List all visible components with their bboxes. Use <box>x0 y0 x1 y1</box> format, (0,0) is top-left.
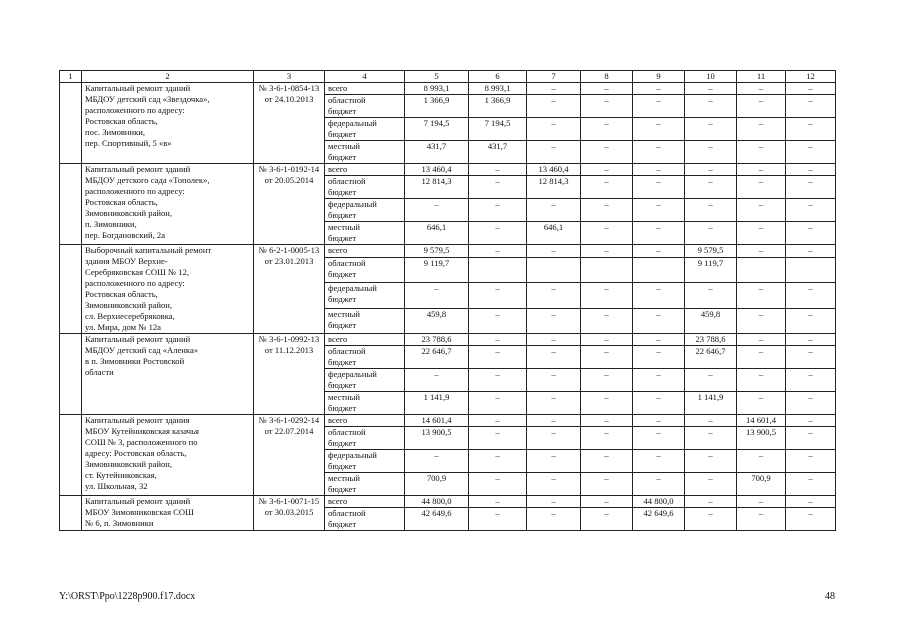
amount-cell: 22 646,7 <box>685 346 737 369</box>
object-name-cell: Капитальный ремонт зданий МБДОУ детский сад «Аленка» в п. Зимовники Ростовской области <box>82 334 254 415</box>
amount-cell: – <box>527 392 581 415</box>
amount-cell: – <box>633 392 685 415</box>
amount-cell: – <box>581 141 633 164</box>
amount-cell: – <box>685 508 737 531</box>
amount-cell: – <box>786 473 836 496</box>
amount-cell: – <box>581 473 633 496</box>
amount-cell: 12 814,3 <box>527 176 581 199</box>
amount-cell: – <box>527 83 581 95</box>
amount-cell: – <box>737 83 786 95</box>
amount-cell: – <box>737 176 786 199</box>
amount-cell: – <box>685 369 737 392</box>
amount-cell: – <box>581 283 633 308</box>
amount-cell: – <box>737 164 786 176</box>
amount-cell: – <box>633 308 685 333</box>
amount-cell: – <box>737 392 786 415</box>
amount-cell: – <box>786 83 836 95</box>
column-header-12: 12 <box>786 71 836 83</box>
amount-cell: – <box>786 245 836 258</box>
amount-cell: – <box>469 176 527 199</box>
amount-cell: 459,8 <box>405 308 469 333</box>
row-number-cell <box>60 496 82 531</box>
amount-cell: – <box>786 164 836 176</box>
amount-cell: – <box>737 245 786 258</box>
amount-cell: – <box>786 427 836 450</box>
funding-source-cell: всего <box>325 245 405 258</box>
amount-cell: – <box>633 245 685 258</box>
amount-cell: – <box>469 496 527 508</box>
funding-source-cell: областной бюджет <box>325 95 405 118</box>
amount-cell: – <box>633 164 685 176</box>
amount-cell: – <box>527 308 581 333</box>
amount-cell: – <box>581 508 633 531</box>
object-name-cell: Капитальный ремонт зданий МБДОУ детского сада «Тополек», расположенного по адресу: Ростовская область, Зимовниковский район, п. Зимовники, пер. Богдановский, 2а <box>82 164 254 245</box>
amount-cell: 14 601,4 <box>737 415 786 427</box>
amount-cell: – <box>786 415 836 427</box>
amount-cell: – <box>527 508 581 531</box>
amount-cell <box>633 258 685 283</box>
amount-cell: – <box>685 199 737 222</box>
amount-cell: – <box>685 83 737 95</box>
amount-cell: – <box>527 427 581 450</box>
amount-cell: – <box>469 392 527 415</box>
amount-cell: – <box>685 164 737 176</box>
expertise-document-cell: № 3-6-1-0854-13 от 24.10.2013 <box>254 83 325 164</box>
amount-cell: – <box>469 334 527 346</box>
column-header-11: 11 <box>737 71 786 83</box>
amount-cell: – <box>786 283 836 308</box>
amount-cell: 42 649,6 <box>633 508 685 531</box>
amount-cell: – <box>633 222 685 245</box>
amount-cell: – <box>469 283 527 308</box>
amount-cell: – <box>469 308 527 333</box>
amount-cell: – <box>527 141 581 164</box>
column-header-7: 7 <box>527 71 581 83</box>
amount-cell: – <box>786 176 836 199</box>
amount-cell: 1 366,9 <box>405 95 469 118</box>
amount-cell: – <box>633 450 685 473</box>
amount-cell: – <box>786 141 836 164</box>
column-header-1: 1 <box>60 71 82 83</box>
table-row <box>60 164 836 176</box>
amount-cell: 431,7 <box>469 141 527 164</box>
amount-cell: – <box>786 508 836 531</box>
column-header-4: 4 <box>325 71 405 83</box>
amount-cell: – <box>527 199 581 222</box>
amount-cell: – <box>786 496 836 508</box>
amount-cell: 13 460,4 <box>405 164 469 176</box>
table-row <box>60 245 836 258</box>
amount-cell: 23 788,6 <box>405 334 469 346</box>
amount-cell: 12 814,3 <box>405 176 469 199</box>
amount-cell: – <box>737 95 786 118</box>
amount-cell: 1 141,9 <box>685 392 737 415</box>
amount-cell: – <box>786 118 836 141</box>
column-header-8: 8 <box>581 71 633 83</box>
amount-cell: – <box>581 346 633 369</box>
amount-cell: – <box>581 245 633 258</box>
amount-cell: – <box>527 283 581 308</box>
amount-cell: – <box>469 245 527 258</box>
amount-cell: – <box>685 496 737 508</box>
amount-cell: – <box>786 346 836 369</box>
column-header-6: 6 <box>469 71 527 83</box>
amount-cell: – <box>786 95 836 118</box>
funding-source-cell: федеральный бюджет <box>325 369 405 392</box>
expertise-document-cell: № 3-6-1-0192-14 от 20.05.2014 <box>254 164 325 245</box>
funding-source-cell: областной бюджет <box>325 508 405 531</box>
amount-cell: 646,1 <box>405 222 469 245</box>
amount-cell: – <box>469 427 527 450</box>
amount-cell: – <box>685 427 737 450</box>
amount-cell <box>581 258 633 283</box>
amount-cell: – <box>685 95 737 118</box>
amount-cell: – <box>469 346 527 369</box>
amount-cell: 8 993,1 <box>405 83 469 95</box>
amount-cell: – <box>581 369 633 392</box>
amount-cell: – <box>633 334 685 346</box>
amount-cell: – <box>469 473 527 496</box>
amount-cell: – <box>527 346 581 369</box>
funding-source-cell: местный бюджет <box>325 473 405 496</box>
amount-cell: – <box>633 283 685 308</box>
object-name-cell: Капитальный ремонт здания МБОУ Кутейниковская казачья СОШ № 3, расположенного по адресу: Ростовская область, Зимовниковский район, ст. Кутейниковская, ул. Школьная, 32 <box>82 415 254 496</box>
row-number-cell <box>60 245 82 334</box>
amount-cell: 42 649,6 <box>405 508 469 531</box>
column-header-5: 5 <box>405 71 469 83</box>
amount-cell: – <box>685 222 737 245</box>
amount-cell: 9 119,7 <box>405 258 469 283</box>
table-row <box>60 334 836 346</box>
amount-cell: 13 900,5 <box>405 427 469 450</box>
amount-cell: – <box>737 118 786 141</box>
table-row <box>60 415 836 427</box>
budget-table <box>59 70 836 531</box>
funding-source-cell: всего <box>325 334 405 346</box>
footer-file-path: Y:\ORST\Ppo\1228p900.f17.docx <box>59 591 196 602</box>
amount-cell: – <box>633 473 685 496</box>
amount-cell: – <box>581 334 633 346</box>
amount-cell: – <box>581 118 633 141</box>
funding-source-cell: областной бюджет <box>325 427 405 450</box>
amount-cell: – <box>633 346 685 369</box>
object-name-cell: Капитальный ремонт зданий МБДОУ детский сад «Звездочка», расположенного по адресу: Ростовская область, пос. Зимовники, пер. Спортивный, 5 «в» <box>82 83 254 164</box>
amount-cell: 431,7 <box>405 141 469 164</box>
amount-cell: 646,1 <box>527 222 581 245</box>
amount-cell: 1 366,9 <box>469 95 527 118</box>
amount-cell: – <box>737 450 786 473</box>
amount-cell <box>527 258 581 283</box>
table-row <box>60 496 836 508</box>
amount-cell: – <box>633 176 685 199</box>
expertise-document-cell: № 6-2-1-0005-13 от 23.01.2013 <box>254 245 325 334</box>
amount-cell: – <box>685 450 737 473</box>
funding-source-cell: всего <box>325 415 405 427</box>
amount-cell: – <box>685 176 737 199</box>
amount-cell: – <box>633 95 685 118</box>
amount-cell: – <box>527 334 581 346</box>
amount-cell: – <box>685 118 737 141</box>
amount-cell: – <box>527 245 581 258</box>
amount-cell: – <box>633 369 685 392</box>
expertise-document-cell: № 3-6-1-0292-14 от 22.07.2014 <box>254 415 325 496</box>
amount-cell: – <box>527 118 581 141</box>
amount-cell: 9 119,7 <box>685 258 737 283</box>
amount-cell: – <box>786 369 836 392</box>
amount-cell: – <box>786 450 836 473</box>
amount-cell: 7 194,5 <box>405 118 469 141</box>
amount-cell: 8 993,1 <box>469 83 527 95</box>
expertise-document-cell: № 3-6-1-0992-13 от 11.12.2013 <box>254 334 325 415</box>
column-header-2: 2 <box>82 71 254 83</box>
funding-source-cell: федеральный бюджет <box>325 199 405 222</box>
amount-cell: – <box>737 496 786 508</box>
amount-cell: – <box>737 334 786 346</box>
amount-cell: – <box>581 164 633 176</box>
amount-cell: – <box>469 199 527 222</box>
row-number-cell <box>60 415 82 496</box>
amount-cell: 13 900,5 <box>737 427 786 450</box>
amount-cell: – <box>405 369 469 392</box>
row-number-cell <box>60 164 82 245</box>
amount-cell: – <box>685 141 737 164</box>
amount-cell: – <box>469 415 527 427</box>
funding-source-cell: местный бюджет <box>325 141 405 164</box>
amount-cell: – <box>527 496 581 508</box>
amount-cell: – <box>786 392 836 415</box>
amount-cell: – <box>581 199 633 222</box>
amount-cell: – <box>685 473 737 496</box>
amount-cell: – <box>469 164 527 176</box>
amount-cell: – <box>581 83 633 95</box>
amount-cell: – <box>737 283 786 308</box>
column-header-3: 3 <box>254 71 325 83</box>
amount-cell: 14 601,4 <box>405 415 469 427</box>
amount-cell: – <box>685 283 737 308</box>
object-name-cell: Капитальный ремонт зданий МБОУ Зимовниковская СОШ № 6, п. Зимовники <box>82 496 254 531</box>
amount-cell: – <box>633 415 685 427</box>
amount-cell: – <box>633 141 685 164</box>
funding-source-cell: местный бюджет <box>325 222 405 245</box>
amount-cell: 9 579,5 <box>405 245 469 258</box>
amount-cell: 7 194,5 <box>469 118 527 141</box>
funding-source-cell: федеральный бюджет <box>325 450 405 473</box>
amount-cell: – <box>527 473 581 496</box>
amount-cell: – <box>581 427 633 450</box>
amount-cell: – <box>581 308 633 333</box>
amount-cell: – <box>581 222 633 245</box>
funding-source-cell: федеральный бюджет <box>325 283 405 308</box>
amount-cell: 9 579,5 <box>685 245 737 258</box>
amount-cell: – <box>737 369 786 392</box>
amount-cell: 23 788,6 <box>685 334 737 346</box>
amount-cell: – <box>786 199 836 222</box>
amount-cell: – <box>581 415 633 427</box>
amount-cell: 700,9 <box>737 473 786 496</box>
funding-source-cell: всего <box>325 83 405 95</box>
amount-cell: – <box>469 369 527 392</box>
funding-source-cell: всего <box>325 496 405 508</box>
amount-cell <box>469 258 527 283</box>
funding-source-cell: федеральный бюджет <box>325 118 405 141</box>
amount-cell: – <box>405 450 469 473</box>
amount-cell: – <box>581 392 633 415</box>
amount-cell: – <box>786 222 836 245</box>
column-header-9: 9 <box>633 71 685 83</box>
amount-cell: – <box>527 450 581 473</box>
amount-cell: – <box>737 199 786 222</box>
amount-cell: – <box>633 118 685 141</box>
funding-source-cell: областной бюджет <box>325 176 405 199</box>
amount-cell: – <box>405 199 469 222</box>
amount-cell: 459,8 <box>685 308 737 333</box>
amount-cell: – <box>581 450 633 473</box>
column-number-row <box>60 71 836 83</box>
amount-cell: 13 460,4 <box>527 164 581 176</box>
amount-cell: – <box>405 283 469 308</box>
funding-source-cell: местный бюджет <box>325 392 405 415</box>
amount-cell: – <box>581 95 633 118</box>
amount-cell: – <box>527 95 581 118</box>
amount-cell: – <box>527 415 581 427</box>
funding-source-cell: всего <box>325 164 405 176</box>
amount-cell: – <box>737 346 786 369</box>
page-number: 48 <box>825 591 835 602</box>
expertise-document-cell: № 3-6-1-0071-15 от 30.03.2015 <box>254 496 325 531</box>
amount-cell: – <box>737 308 786 333</box>
amount-cell: – <box>786 334 836 346</box>
amount-cell: 1 141,9 <box>405 392 469 415</box>
amount-cell: – <box>786 308 836 333</box>
amount-cell: 22 646,7 <box>405 346 469 369</box>
amount-cell: – <box>633 83 685 95</box>
funding-source-cell: областной бюджет <box>325 346 405 369</box>
amount-cell: – <box>633 427 685 450</box>
amount-cell: – <box>581 176 633 199</box>
row-number-cell <box>60 334 82 415</box>
amount-cell: – <box>685 415 737 427</box>
amount-cell <box>737 258 786 283</box>
funding-source-cell: областной бюджет <box>325 258 405 283</box>
amount-cell: – <box>469 222 527 245</box>
amount-cell <box>786 258 836 283</box>
amount-cell: 700,9 <box>405 473 469 496</box>
amount-cell: – <box>737 222 786 245</box>
amount-cell: – <box>737 508 786 531</box>
table-row <box>60 83 836 95</box>
amount-cell: – <box>581 496 633 508</box>
amount-cell: – <box>633 199 685 222</box>
amount-cell: – <box>469 450 527 473</box>
amount-cell: – <box>737 141 786 164</box>
amount-cell: – <box>469 508 527 531</box>
object-name-cell: Выборочный капитальный ремонт здания МБОУ Верхне- Серебряковская СОШ № 12, расположенного по адресу: Ростовская область, Зимовниковский район, сл. Верхнесеребряковка, ул. Мира, дом № 12а <box>82 245 254 334</box>
column-header-10: 10 <box>685 71 737 83</box>
amount-cell: 44 800,0 <box>405 496 469 508</box>
row-number-cell <box>60 83 82 164</box>
amount-cell: 44 800,0 <box>633 496 685 508</box>
funding-source-cell: местный бюджет <box>325 308 405 333</box>
amount-cell: – <box>527 369 581 392</box>
